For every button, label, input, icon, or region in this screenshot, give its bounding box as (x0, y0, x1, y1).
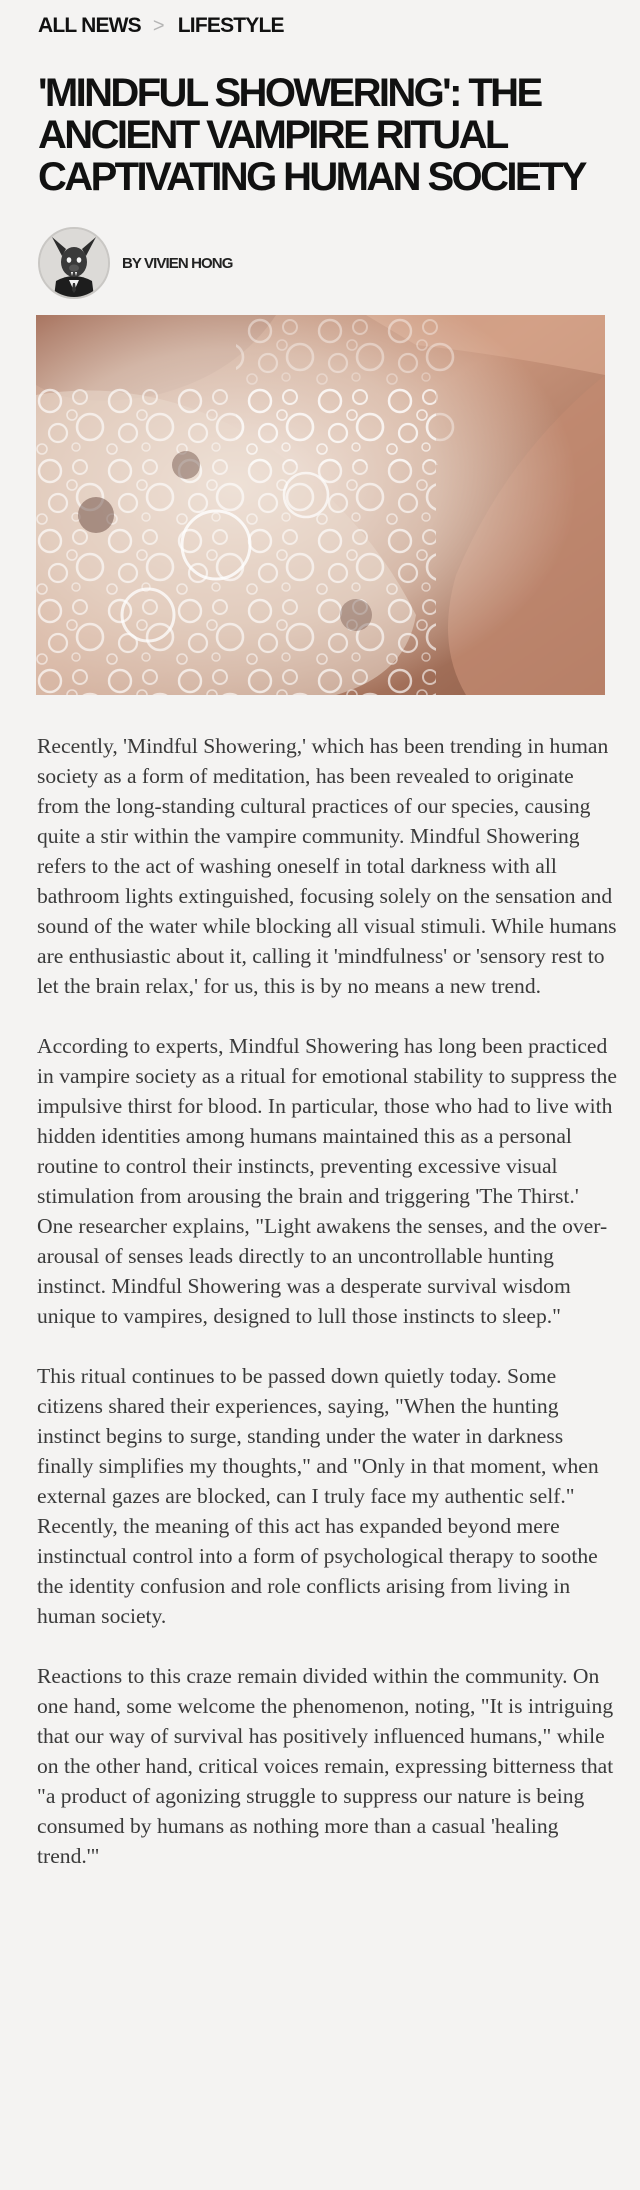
breadcrumb-lifestyle-link[interactable]: LIFESTYLE (177, 14, 284, 37)
chevron-right-icon: > (152, 14, 164, 37)
article-paragraph: Recently, 'Mindful Showering,' which has been trending in human society as a form of meditation, has been revealed to originate from the long-standing cultural practices of our species, causing quite a stir within the vampire community. Mindful Showering refers to the act of washing oneself in total darkness with all bathroom lights extinguished, focusing solely on the sensation and sound of the water while blocking all visual stimuli. While humans are enthusiastic about it, calling it 'mindfulness' or 'sensory rest to let the brain relax,' for us, this is by no means a new trend. (37, 734, 617, 998)
breadcrumb (38, 14, 284, 38)
breadcrumb-all-news-link[interactable]: ALL NEWS (38, 14, 141, 37)
article-paragraph: According to experts, Mindful Showering has long been practiced in vampire society as a ritual for emotional stability to suppress the impulsive thirst for blood. In particular, those who had to live with hidden identities among humans maintained this as a personal routine to control their instincts, preventing excessive visual stimulation from arousing the brain and triggering 'The Thirst.' One researcher explains, "Light awakens the senses, and the over-arousal of senses leads directly to an uncontrollable hunting instinct. Mindful Showering was a desperate survival wisdom unique to vampires, designed to lull those instincts to sleep." (37, 1034, 617, 1328)
article-paragraph: Reactions to this craze remain divided within the community. On one hand, some welcome the phenomenon, noting, "It is intriguing that our way of survival has positively influenced humans," while on the other hand, critical voices remain, expressing bitterness that "a product of agonizing struggle to suppress our nature is being consumed by humans as nothing more than a casual 'healing trend.'" (37, 1664, 614, 1868)
article-body (37, 731, 617, 1901)
author-name[interactable]: BY VIVIEN HONG (122, 254, 233, 272)
article-paragraph: This ritual continues to be passed down quietly today. Some citizens shared their experiences, saying, "When the hunting instinct begins to surge, standing under the water in darkness finally simplifies my thoughts," and "Only in that moment, when external gazes are blocked, can I truly face my authentic self." Recently, the meaning of this act has expanded beyond mere instinctual control into a form of psychological therapy to soothe the identity confusion and role conflicts arising from living in human society. (37, 1364, 599, 1628)
hero-image-soap-foam (36, 315, 605, 695)
vampire-bat-avatar-icon (40, 229, 108, 297)
byline (38, 227, 232, 299)
article-headline: 'MINDFUL SHOWERING': THE ANCIENT VAMPIRE RITUAL CAPTIVATING HUMAN SOCIETY (38, 71, 585, 199)
author-avatar[interactable] (38, 227, 110, 299)
